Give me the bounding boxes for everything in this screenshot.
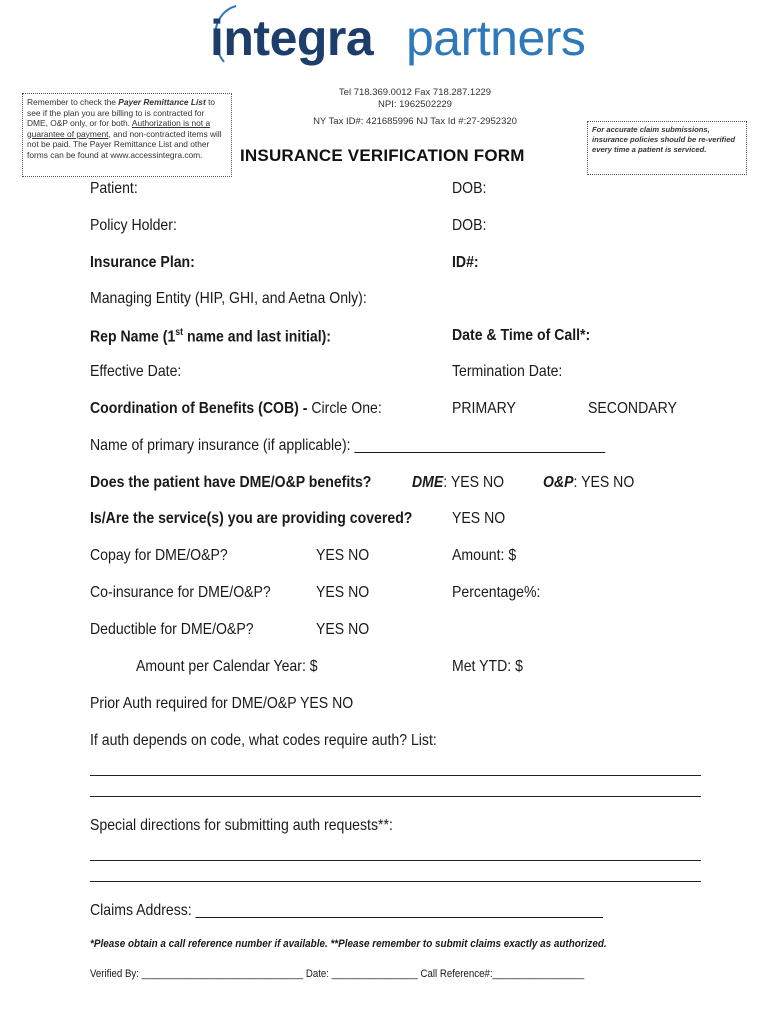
termination-date-label: Termination Date: [452,363,563,380]
verification-signature-line[interactable]: Verified By: ______________________________ Date: ________________ Call Reference#:_________________ [90,968,585,980]
reverify-note: For accurate claim submissions, insurance policies should be re-verified every time a patient is serviced. [587,121,747,175]
footnote: *Please obtain a call reference number if available. **Please remember to submit claims exactly as authorized. [90,938,607,950]
special-directions-line-1[interactable] [90,860,701,861]
cob-label [90,400,382,418]
copay-label: Copay for DME/O&P? [90,547,228,564]
contact-npi: NPI: 1962502229 [378,99,452,110]
note-text: to see if the plan you are billing to is contracted for DME, O&P only, or for both. [27,97,216,128]
note-text: Remember to check the [27,97,119,107]
policy-holder-dob-label: DOB: [452,217,487,234]
special-directions-label: Special directions for submitting auth requests**: [90,817,393,834]
policy-holder-label: Policy Holder: [90,217,177,234]
contact-tax-ids: NY Tax ID#: 421685996 NJ Tax Id #:27-2952320 [313,116,517,127]
coinsurance-options[interactable]: YES NO [316,584,370,601]
prior-auth-question[interactable]: Prior Auth required for DME/O&P YES NO [90,695,354,712]
id-label: ID#: [452,254,479,271]
cob-bold-text: Coordination of Benefits (COB) - [90,400,312,417]
rep-name-label [90,327,331,346]
deductible-options[interactable]: YES NO [316,621,370,638]
auth-codes-label: If auth depends on code, what codes require auth? List: [90,732,437,749]
note-emphasis: Payer Remittance List [118,97,206,107]
managing-entity-label: Managing Entity (HIP, GHI, and Aetna Only): [90,290,367,307]
dme-label: DME [412,474,444,491]
logo-integra-text: integra [210,10,374,66]
insurance-plan-label: Insurance Plan: [90,254,195,271]
date-time-call-label: Date & Time of Call*: [452,327,591,344]
percentage-label: Percentage%: [452,584,541,601]
note-underline: Authorization is not a guarantee of payment [27,118,211,139]
amount-label: Amount: $ [452,547,517,564]
dme-options[interactable] [412,474,504,492]
services-covered-options[interactable]: YES NO [452,510,506,527]
effective-date-label: Effective Date: [90,363,182,380]
contact-phone: Tel 718.369.0012 Fax 718.287.1229 [338,87,492,98]
cob-secondary-option[interactable]: SECONDARY [588,400,677,417]
cob-primary-option[interactable]: PRIMARY [452,400,516,417]
auth-codes-line-1[interactable] [90,775,701,776]
dme-yes-no[interactable]: : YES NO [443,474,505,491]
claims-address-field[interactable]: Claims Address: ____________________________________________________ [90,902,603,919]
primary-insurance-name-field[interactable]: Name of primary insurance (if applicable): ________________________________ [90,437,606,454]
note-text: , and non-contracted items will not be paid. The Payer Remittance List and other forms can be found at www.accessintegra.com. [27,128,222,160]
form-title: INSURANCE VERIFICATION FORM [240,146,525,165]
patient-label: Patient: [90,180,138,197]
copay-options[interactable]: YES NO [316,547,370,564]
deductible-label: Deductible for DME/O&P? [90,621,254,638]
rep-name-text-2: name and last initial): [183,328,331,346]
met-ytd-label: Met YTD: $ [452,658,523,675]
payer-remittance-note [22,93,232,177]
cob-circle-text: Circle One: [311,400,382,417]
amount-per-year-label: Amount per Calendar Year: $ [136,658,318,675]
patient-dob-label: DOB: [452,180,487,197]
dmeop-benefits-question: Does the patient have DME/O&P benefits? [90,474,372,491]
coinsurance-label: Co-insurance for DME/O&P? [90,584,271,601]
special-directions-line-2[interactable] [90,881,701,882]
logo-partners-text: partners [406,10,586,66]
auth-codes-line-2[interactable] [90,796,701,797]
op-label: O&P [543,474,574,491]
op-options[interactable] [543,474,634,492]
op-yes-no[interactable]: : YES NO [573,474,635,491]
rep-name-text: Rep Name (1 [90,328,176,346]
services-covered-question: Is/Are the service(s) you are providing covered? [90,510,413,527]
rep-name-sup: st [175,327,184,338]
